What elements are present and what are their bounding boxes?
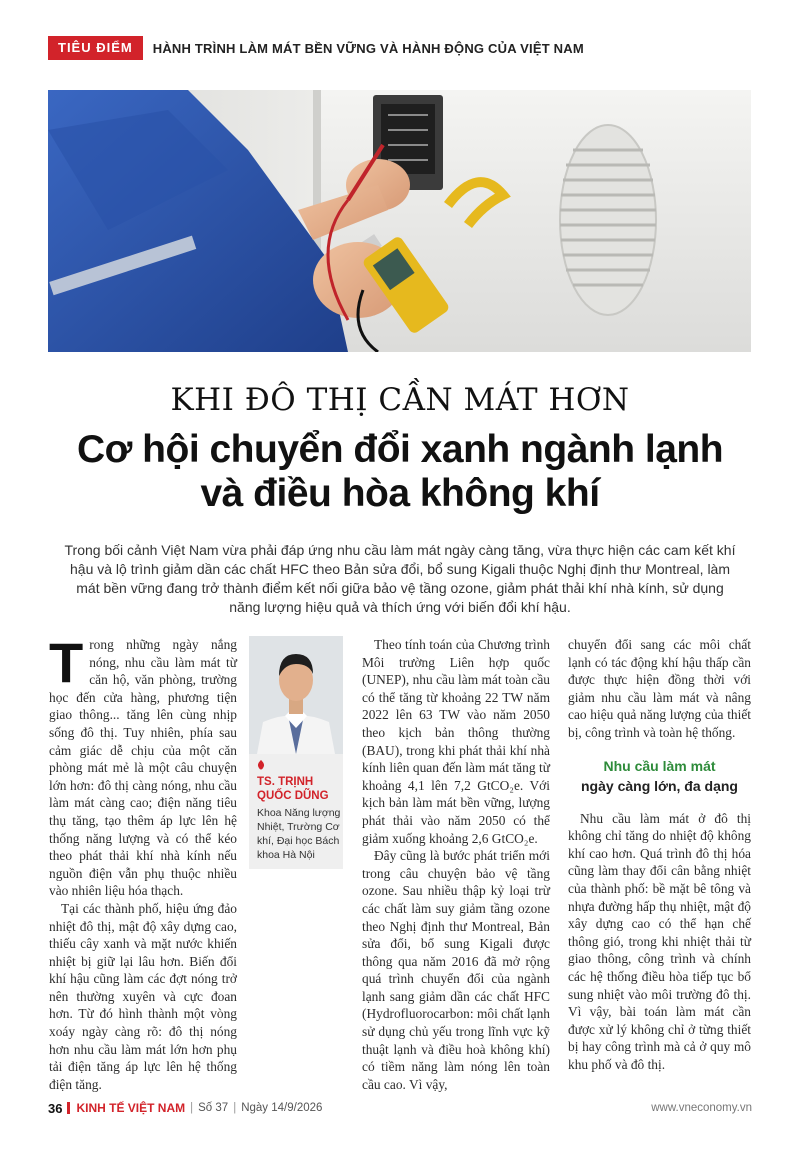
paragraph: Theo tính toán của Chương trình Môi trường Liên hợp quốc (UNEP), nhu cầu làm mát toàn cầu có thể tăng từ khoảng 22 TW năm 2022 lên 63 TW vào năm 2050 theo kịch bản thông thường (BAU), trong khi phát thải khí nhà kính liên quan đến làm mát tăng từ khoảng 4,1 lên 7,2 GtCO₂e. Với kịch bản làm mát bền vững, lượng phát thải vào năm 2050 có thể giảm xuống khoảng 2,6 GtCO₂e. bbox=[362, 637, 550, 846]
paragraph: Nhu cầu làm mát ở đô thị không chỉ tăng do nhiệt độ không khí cao hơn. Quá trình đô thị hóa cũng làm thay đổi cân bằng nhiệt của thành phố: bề mặt bê tông và nhựa đường hấp thụ nhiệt, mật độ xây dựng cao có thể hạn chế thông gió, trong khi nhiệt thải từ giao thông, công trình và chính các hệ thống điều hòa tiếp tục bổ sung nhiệt vào môi trường đô thị. Vì vậy, bài toán làm mát cần được xử lý không chỉ ở từng thiết bị hay công trình mà cả ở quy mô khu phố và đô thị. bbox=[568, 810, 751, 1072]
author-name-line-1: TS. TRỊNH bbox=[257, 776, 314, 788]
hero-illustration bbox=[48, 90, 751, 352]
website-link[interactable]: www.vneconomy.vn bbox=[651, 1102, 752, 1114]
section-subheading bbox=[568, 756, 751, 796]
body-column-3 bbox=[568, 636, 751, 1073]
headline-line-1: Cơ hội chuyển đổi xanh ngành lạnh bbox=[76, 428, 724, 471]
paragraph: Tại các thành phố, hiệu ứng đảo nhiệt đô thị, mật độ xây dựng cao, thiếu cây xanh và mặt nước khiến nhiệt bị giữ lại lâu hơn. Biến đổi khí hậu cũng làm các đợt nóng trở nên thường xuyên và cực đoan hơn. Từ đó hình thành một vòng xoáy ngày càng rõ: đô thị nóng hơn nhu cầu làm mát lớn hơn phụ tải điện tăng áp lực lên hệ thống điện tăng. bbox=[49, 900, 237, 1092]
section-header bbox=[48, 36, 584, 60]
issue-number: Số 37 bbox=[198, 1102, 229, 1114]
hero-photo bbox=[48, 90, 751, 352]
drop-cap: T bbox=[49, 631, 84, 694]
series-title: HÀNH TRÌNH LÀM MÁT BỀN VỮNG VÀ HÀNH ĐỘNG CỦA VIỆT NAM bbox=[152, 40, 584, 56]
page-number: 36 bbox=[48, 1100, 63, 1116]
paragraph: chuyển đổi sang các môi chất lạnh có tác động khí hậu thấp cần được thực hiện đồng thời với giảm nhu cầu làm mát và nâng cao hiệu quả năng lượng của thiết bị, công trình và toàn hệ thống. bbox=[568, 637, 751, 740]
headline-line-2: và điều hòa không khí bbox=[200, 472, 600, 515]
section-tag: TIÊU ĐIỂM bbox=[48, 36, 143, 60]
author-box bbox=[249, 636, 343, 869]
article-lead: Trong bối cảnh Việt Nam vừa phải đáp ứng nhu cầu làm mát ngày càng tăng, vừa thực hiện các cam kết khí hậu và lộ trình giảm dần các chất HFC theo Bản sửa đổi, bổ sung Kigali thuộc Nghị định thư Montreal, làm mát bền vững đang trở thành điểm kết nối giữa bảo vệ tầng ozone, giảm phát thải khí nhà kính, sử dụng năng lượng hiệu quả và thích ứng với biến đổi khí hậu. bbox=[64, 542, 736, 615]
separator: | bbox=[190, 1102, 194, 1114]
body-column-2 bbox=[362, 636, 550, 1093]
body-column-1 bbox=[49, 631, 237, 1093]
publication-name: KINH TẾ VIỆT NAM bbox=[76, 1101, 186, 1115]
author-portrait-illustration bbox=[249, 636, 343, 754]
paragraph-text: rong những ngày nắng nóng, nhu cầu làm mát từ căn hộ, văn phòng, trường học đến cửa hàng, phương tiện giao thông... tăng lên cùng nhịp sống đô thị. Tuy nhiên, phía sau cảm giác dễ chịu của một căn phòng mát mẻ là một câu chuyện lớn hơn: đô thị càng nóng, nhu cầu làm mát càng cao; điện năng tiêu thụ tăng, tạo thêm áp lực lên hệ thống năng lượng và có thể kéo theo phát thải khí nhà kính nếu nguồn điện vẫn phụ thuộc nhiều vào nhiên liệu hóa thạch. bbox=[49, 637, 237, 899]
author-marker-icon bbox=[257, 760, 265, 770]
author-name bbox=[257, 775, 339, 803]
author-affiliation: Khoa Năng lượng Nhiệt, Trường Cơ khí, Đại học Bách khoa Hà Nội bbox=[257, 807, 341, 861]
paragraph: Đây cũng là bước phát triển mới trong câu chuyện bảo vệ tầng ozone. Sau nhiều thập kỷ loại trừ các chất làm suy giảm tầng ozone theo Nghị định thư Montreal, Bản sửa đổi, bổ sung Kigali được thông qua năm 2016 đã mở rộng quá trình chuyển đổi của ngành lạnh sang giảm dần các chất HFC (Hydrofluorocarbon: môi chất lạnh sử dụng chủ yếu trong lĩnh vực kỹ thuật lạnh và điều hoà không khí) có tiềm năng làm nóng lên toàn cầu cao. Vì vậy, bbox=[362, 848, 550, 1092]
subheading-line-2: ngày càng lớn, đa dạng bbox=[581, 777, 738, 794]
footer-divider bbox=[67, 1102, 70, 1114]
subheading-line-1: Nhu cầu làm mát bbox=[603, 757, 716, 774]
page-footer bbox=[48, 1099, 752, 1117]
author-name-line-2: QUỐC DŨNG bbox=[257, 790, 329, 802]
article-kicker: KHI ĐÔ THỊ CẦN MÁT HƠN bbox=[170, 382, 630, 418]
author-photo bbox=[249, 636, 343, 754]
issue-date: Ngày 14/9/2026 bbox=[241, 1102, 323, 1114]
paragraph bbox=[49, 631, 237, 900]
article-headline bbox=[0, 428, 800, 516]
separator: | bbox=[233, 1102, 237, 1114]
